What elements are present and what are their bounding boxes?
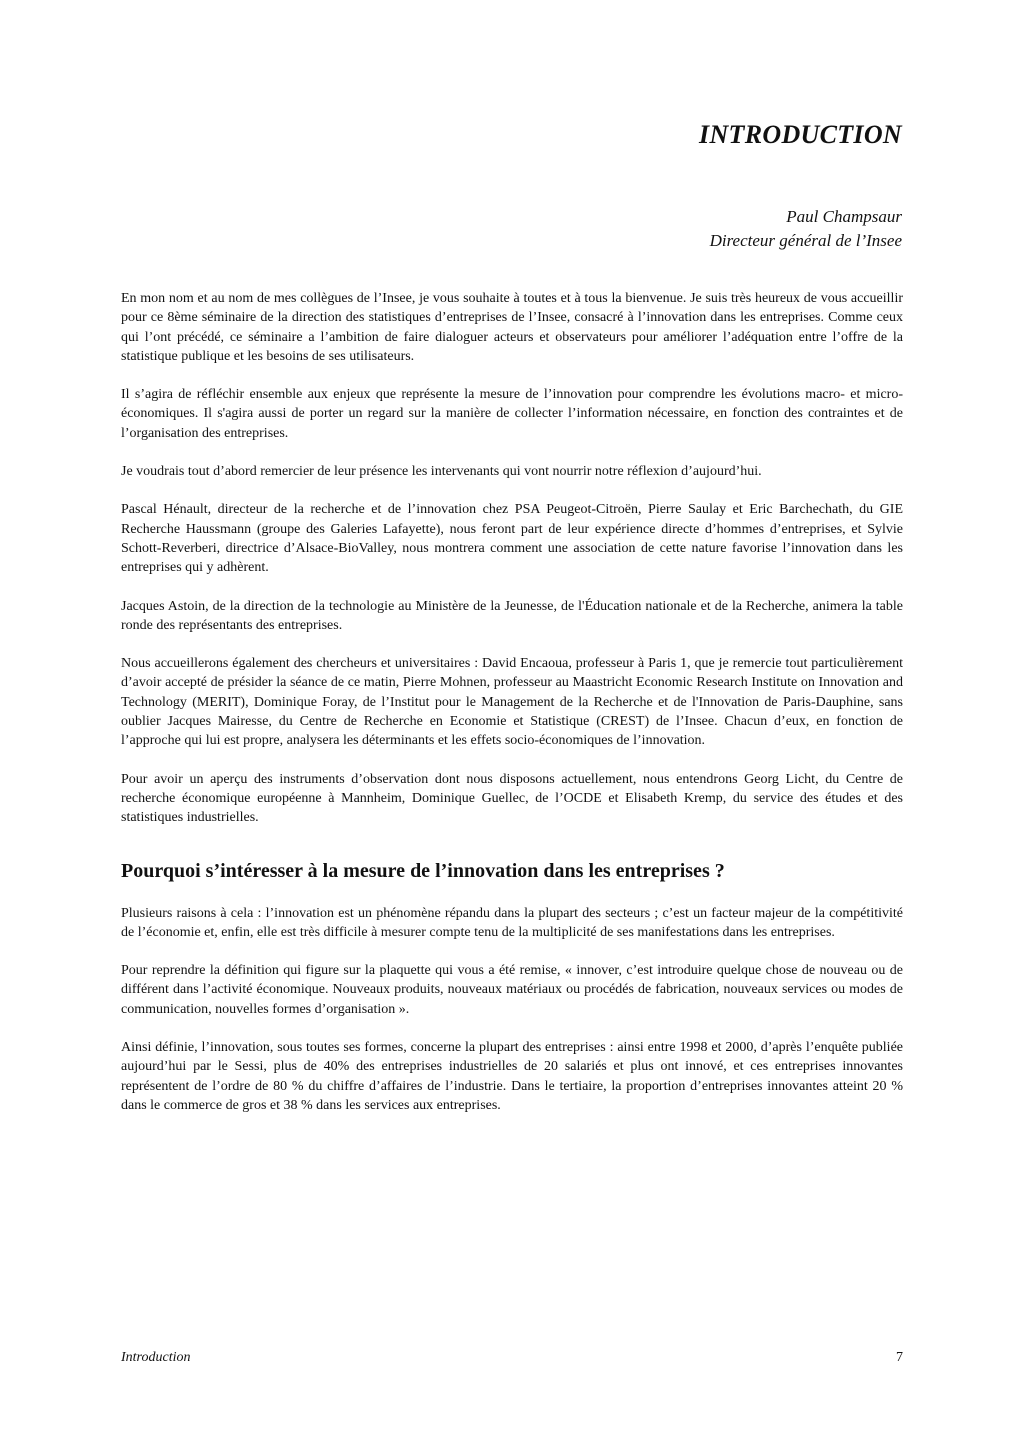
author-role: Directeur général de l’Insee (709, 231, 902, 250)
page-footer (121, 1350, 903, 1366)
page-title: INTRODUCTION (699, 120, 902, 149)
author-name: Paul Champsaur (786, 207, 902, 226)
section-paragraph: Pour reprendre la définition qui figure sur la plaquette qui vous a été remise, « innover, c’est introduire quelque chose de nouveau ou de différent dans l’activité économique. Nouveaux produits, nouveaux matériaux ou procédés de fabrication, nouveaux services ou modes de communication, nouvelles formes d’organisation ». (121, 963, 903, 1017)
paragraph: Je voudrais tout d’abord remercier de leur présence les intervenants qui vont nourrir notre réflexion d’aujourd’hui. (121, 464, 762, 480)
paragraph: Pour avoir un aperçu des instruments d’observation dont nous disposons actuellement, nous entendrons Georg Licht, du Centre de recherche économique européenne à Mannheim, Dominique Guellec, de l’OCDE et Elisabeth Kremp, du service des études et des statistiques industrielles. (121, 771, 903, 826)
section-paragraph: Ainsi définie, l’innovation, sous toutes ses formes, concerne la plupart des entreprises : ainsi entre 1998 et 2000, d’après l’enquête publiée aujourd’hui par le Sessi, plus de 40% des entreprises industrielles de 20 salariés et plus ont innové, et ces entreprises innovantes représentent de l’ordre de 80 % du chiffre d’affaires de l’industrie. Dans le tertiaire, la proportion d’entreprises innovantes atteint 20 % dans le commerce de gros et 38 % dans les services aux entreprises. (121, 1040, 903, 1113)
section-heading: Pourquoi s’intéresser à la mesure de l’innovation dans les entreprises ? (121, 859, 725, 882)
paragraph: Nous accueillerons également des chercheurs et universitaires : David Encaoua, professeur à Paris 1, que je remercie tout particulièrement d’avoir accepté de présider la séance de ce matin, Pierre Mohnen, professeur au Maastricht Economic Research Institute on Innovation and Technology (MERIT), Dominique Foray, de l’Institut pour le Management de la Recherche et de l'Innovation de Paris-Dauphine, sans oublier Jacques Mairesse, du Centre de Recherche en Economie et Statistique (CREST) de l’Insee. Chacun d’eux, en fonction de l’approche qui lui est propre, analysera les déterminants et les effets socio-économiques de l’innovation. (121, 656, 903, 749)
paragraph: Il s’agira de réfléchir ensemble aux enjeux que représente la mesure de l’innovation pour comprendre les évolutions macro- et micro-économiques. Il s'agira aussi de porter un regard sur la manière de collecter l’information nécessaire, en fonction des contraintes et de l’organisation des entreprises. (121, 387, 903, 441)
document-body (121, 289, 903, 1134)
paragraph: En mon nom et au nom de mes collègues de l’Insee, je vous souhaite à toutes et à tous la bienvenue. Je suis très heureux de vous accueillir pour ce 8ème séminaire de la direction des statistiques d’entreprises de l’Insee, consacré à l’innovation dans les entreprises. Comme ceux qui l’ont précédé, ce séminaire a l’ambition de faire dialoguer acteurs et observateurs pour améliorer l’adéquation entre l’offre de la statistique publique et les besoins de ses utilisateurs. (121, 291, 903, 364)
paragraph: Pascal Hénault, directeur de la recherche et de l’innovation chez PSA Peugeot-Citroën, Pierre Saulay et Eric Barchechath, du GIE Recherche Haussmann (groupe des Galeries Lafayette), nous feront part de leur expérience directe d’hommes d’entreprises, et Sylvie Schott-Reverberi, directrice d’Alsace-BioValley, nous montrera comment une association de cette nature favorise l’innovation dans les entreprises qui y adhèrent. (121, 502, 903, 576)
author-block (710, 205, 902, 253)
page-number: 7 (896, 1350, 903, 1365)
paragraph: Jacques Astoin, de la direction de la technologie au Ministère de la Jeunesse, de l'Éducation nationale et de la Recherche, animera la table ronde des représentants des entreprises. (121, 598, 903, 633)
footer-label: Introduction (121, 1350, 191, 1365)
section-paragraph: Plusieurs raisons à cela : l’innovation est un phénomène répandu dans la plupart des secteurs ; c’est un facteur majeur de la compétitivité de l’économie et, enfin, elle est très difficile à mesurer compte tenu de la multiplicité de ses manifestations dans les entreprises. (121, 905, 903, 940)
